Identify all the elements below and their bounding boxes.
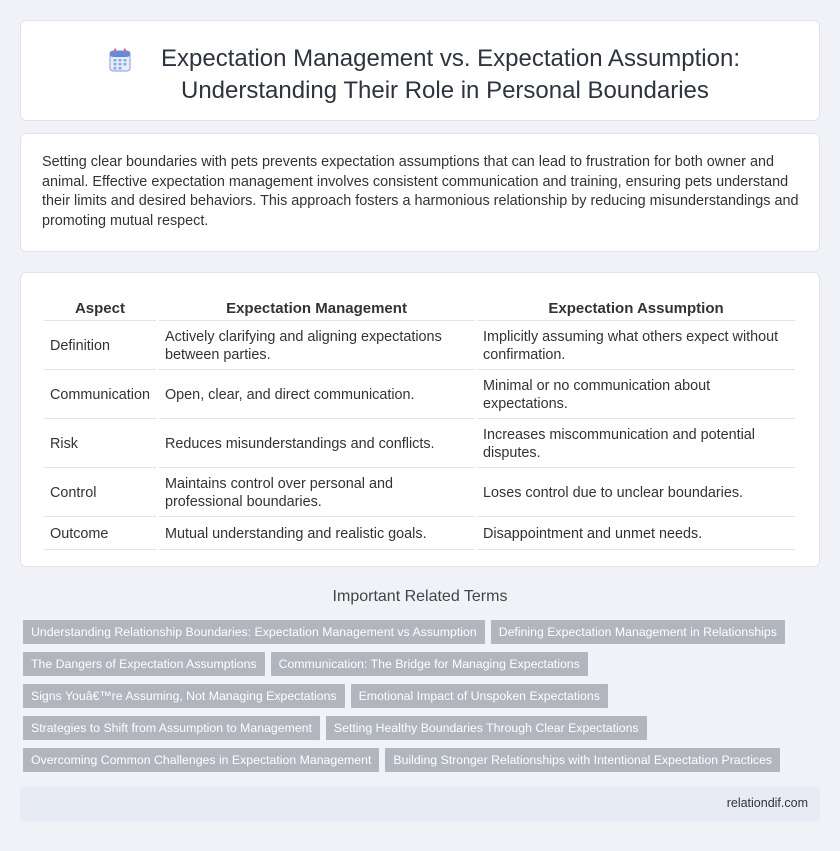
table-row [44, 372, 795, 419]
cell-assumption: Minimal or no communication about expectations. [477, 372, 795, 419]
cell-management: Maintains control over personal and professional boundaries. [159, 470, 474, 517]
page-title [161, 43, 801, 107]
related-term-tag[interactable]: Emotional Impact of Unspoken Expectations [351, 684, 608, 708]
cell-assumption: Loses control due to unclear boundaries. [477, 470, 795, 517]
cell-assumption: Increases miscommunication and potential disputes. [477, 421, 795, 468]
header-assumption: Expectation Assumption [477, 297, 795, 321]
cell-management: Open, clear, and direct communication. [159, 372, 474, 419]
header-aspect: Aspect [44, 297, 156, 321]
related-terms-heading: Important Related Terms [332, 588, 508, 605]
header-management: Expectation Management [159, 297, 474, 321]
intro-card [20, 133, 820, 252]
cell-management: Mutual understanding and realistic goals. [159, 519, 474, 550]
related-term-tag[interactable]: Communication: The Bridge for Managing Expectations [271, 652, 588, 676]
table-header-row [44, 297, 795, 321]
footer [20, 787, 820, 821]
cell-aspect: Outcome [44, 519, 156, 550]
cell-aspect: Definition [44, 323, 156, 370]
related-term-tag[interactable]: Building Stronger Relationships with Intentional Expectation Practices [385, 748, 780, 772]
page-title-line2: Understanding Their Role in Personal Boundaries [181, 77, 709, 104]
related-term-tag[interactable]: Understanding Relationship Boundaries: Expectation Management vs Assumption [23, 620, 485, 644]
cell-management: Actively clarifying and aligning expectations between parties. [159, 323, 474, 370]
comparison-card [20, 272, 820, 567]
comparison-table [41, 295, 798, 552]
intro-paragraph: Setting clear boundaries with pets prevents expectation assumptions that can lead to frustration for both owner and animal. Effective expectation management involves consistent communication and training, ensuring pets understand their limits and desired behaviors. This approach fosters a harmonious relationship by reducing misunderstandings and promoting mutual respect. [42, 154, 799, 229]
cell-assumption: Implicitly assuming what others expect without confirmation. [477, 323, 795, 370]
table-row [44, 470, 795, 517]
related-terms-list [23, 620, 823, 780]
title-card [20, 20, 820, 121]
cell-management: Reduces misunderstandings and conflicts. [159, 421, 474, 468]
related-term-tag[interactable]: Overcoming Common Challenges in Expectation Management [23, 748, 379, 772]
related-term-tag[interactable]: The Dangers of Expectation Assumptions [23, 652, 265, 676]
related-term-tag[interactable]: Strategies to Shift from Assumption to Management [23, 716, 320, 740]
table-row [44, 519, 795, 550]
related-term-tag[interactable]: Setting Healthy Boundaries Through Clear Expectations [326, 716, 647, 740]
related-term-tag[interactable]: Signs Youâ€™re Assuming, Not Managing Expectations [23, 684, 345, 708]
table-row [44, 421, 795, 468]
table-row [44, 323, 795, 370]
cell-aspect: Communication [44, 372, 156, 419]
cell-assumption: Disappointment and unmet needs. [477, 519, 795, 550]
page-title-line1: Expectation Management vs. Expectation Assumption: [161, 45, 740, 72]
cell-aspect: Control [44, 470, 156, 517]
footer-site-link[interactable]: relationdif.com [726, 796, 808, 810]
related-term-tag[interactable]: Defining Expectation Management in Relationships [491, 620, 785, 644]
calendar-icon [109, 48, 131, 72]
cell-aspect: Risk [44, 421, 156, 468]
